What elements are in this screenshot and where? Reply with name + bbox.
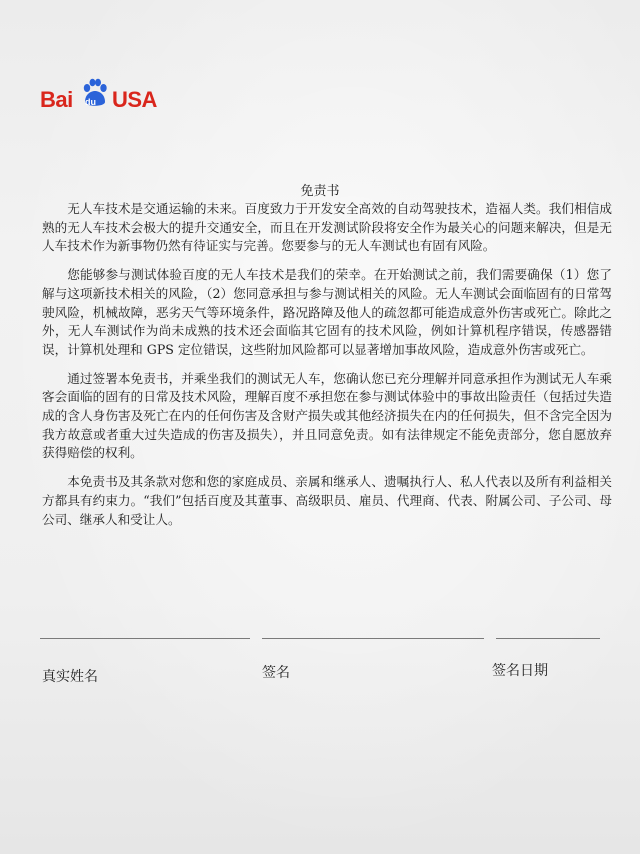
logo-text-du: du bbox=[85, 97, 96, 107]
paragraph-1: 无人车技术是交通运输的未来。百度致力于开发安全高效的自动驾驶技术，造福人类。我们相信成熟的无人车技术会极大的提升交通安全，而且在开发测试阶段将安全作为最关心的问题来解决，但是无人车技术作为新事物仍然有待证实与完善。您要参与的无人车测试也有固有风险。 bbox=[42, 201, 612, 254]
paragraph-3: 通过签署本免责书，并乘坐我们的测试无人车，您确认您已充分理解并同意承担作为测试无人车乘客会面临的固有的日常及技术风险，理解百度不承担您在参与测试体验中的事故出险责任（包括过失造成的含人身伤害及死亡在内的任何伤害及含财产损失或其他经济损失在内的任何损失，但不含完全因为我方故意或者重大过失造成的伤害及损失），并且同意免责。如有法律规定不能免责部分，您自愿放弃获得赔偿的权利。 bbox=[42, 370, 612, 461]
real-name-label: 真实姓名 bbox=[42, 669, 98, 685]
baidu-usa-logo bbox=[40, 78, 170, 112]
date-signature-line[interactable] bbox=[496, 638, 600, 639]
signature-date-label: 签名日期 bbox=[492, 663, 548, 679]
logo-text-bai: Bai bbox=[40, 87, 73, 112]
paragraph-2: 您能够参与测试体验百度的无人车技术是我们的荣幸。在开始测试之前，我们需要确保（1）您了解与这项新技术相关的风险，（2）您同意承担与参与测试相关的风险。无人车测试会面临固有的日常驾驶风险，机械故障，恶劣天气等环境条件，路况路障及他人的疏忽都可能造成意外伤害或死亡。除此之外，无人车测试作为尚未成熟的技术还会面临其它固有的技术风险，例如计算机程序错误，传感器错误，计算机处理和 GPS 定位错误，这些附加风险都可以显著增加事故风险，造成意外伤害或死亡。 bbox=[42, 267, 612, 357]
paragraph-4: 本免责书及其条款对您和您的家庭成员、亲属和继承人、遗嘱执行人、私人代表以及所有利益相关方都具有约束力。“我们”包括百度及其董事、高级职员、雇员、代理商、代表、附属公司、子公司、母公司、继承人和受让人。 bbox=[42, 474, 612, 527]
sign-signature-line[interactable] bbox=[262, 638, 484, 639]
name-signature-line[interactable] bbox=[40, 638, 250, 639]
document-title: 免责书 bbox=[300, 184, 340, 199]
document-body bbox=[42, 200, 612, 539]
logo-text-usa: USA bbox=[112, 87, 157, 112]
signature-lines bbox=[40, 638, 600, 640]
signature-label: 签名 bbox=[262, 665, 290, 681]
